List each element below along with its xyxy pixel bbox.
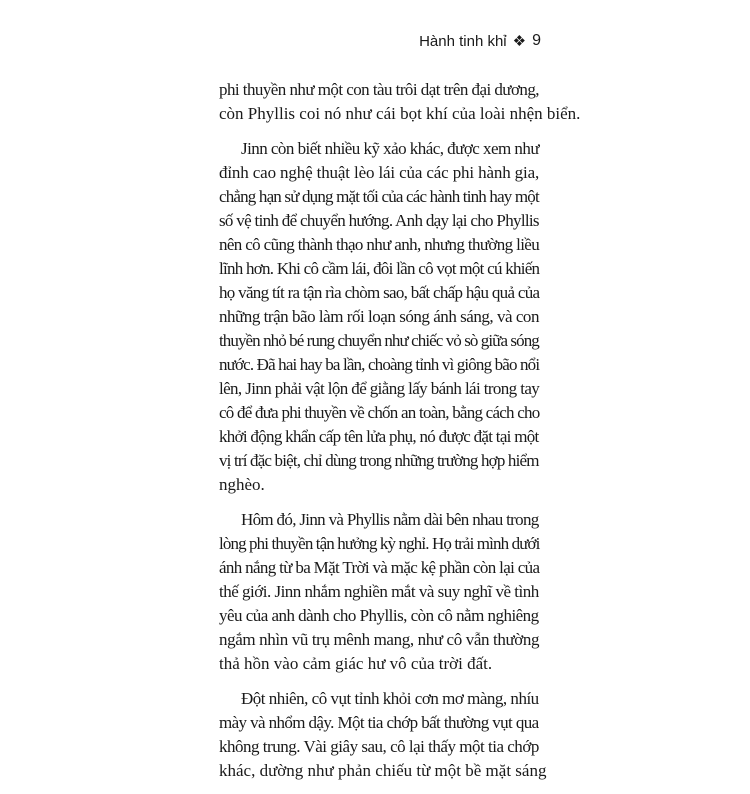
text-line: vị trí đặc biệt, chỉ dùng trong những trường hợp hiểm [219, 451, 539, 470]
text-line: khác, dường như phản chiếu từ một bề mặt sáng [219, 761, 547, 780]
body-text [219, 78, 581, 794]
text-line: lĩnh hơn. Khi cô cầm lái, đôi lần cô vọt một cú khiến [219, 259, 540, 278]
text-line: khởi động khẩn cấp tên lửa phụ, nó được đặt tại một [219, 427, 539, 446]
text-line: yêu của anh dành cho Phyllis, còn cô nằm nghiêng [219, 606, 539, 625]
text-line: thế giới. Jinn nhắm nghiền mắt và suy nghĩ về tình [219, 582, 539, 601]
text-line: chẳng hạn sử dụng mặt tối của các hành tinh hay một [219, 187, 539, 206]
chapter-title: Hành tinh khỉ [419, 32, 507, 50]
text-line: lên, Jinn phải vật lộn để giằng lấy bánh lái trong tay [219, 379, 540, 398]
text-line: nước. Đã hai hay ba lần, choàng tỉnh vì giông bão nổi [219, 355, 540, 374]
text-line: phi thuyền như một con tàu trôi dạt trên đại dương, [219, 80, 539, 99]
text-line: Đột nhiên, cô vụt tỉnh khỏi cơn mơ màng, nhíu [241, 689, 539, 708]
text-line: mày và nhổm dậy. Một tia chớp bất thường vụt qua [219, 713, 539, 732]
text-line: còn Phyllis coi nó như cái bọt khí của loài nhện biển. [219, 104, 581, 123]
text-line: thả hồn vào cảm giác hư vô của trời đất. [219, 654, 493, 673]
paragraph [219, 137, 539, 497]
text-line: không trung. Vài giây sau, cô lại thấy một tia chớp [219, 737, 539, 756]
text-line: Jinn còn biết nhiều kỹ xảo khác, được xem như [241, 139, 540, 158]
text-line: thuyền nhỏ bé rung chuyển như chiếc vỏ sò giữa sóng [219, 331, 539, 350]
text-line: ngắm nhìn vũ trụ mênh mang, như cô vẫn thường [219, 630, 540, 649]
text-line: số vệ tinh để chuyển hướng. Anh dạy lại cho Phyllis [219, 211, 539, 230]
text-line: nên cô cũng thành thạo như anh, nhưng thường liều [219, 235, 540, 254]
running-header [419, 32, 541, 50]
text-line: những trận bão làm rối loạn sóng ánh sáng, và con [219, 307, 539, 326]
paragraph [219, 687, 547, 783]
text-line: họ văng tít ra tận rìa chòm sao, bất chấp hậu quả của [219, 283, 540, 302]
text-line: ánh nắng từ ba Mặt Trời và mặc kệ phần còn lại của [219, 558, 540, 577]
text-line: nghèo. [219, 475, 265, 494]
text-line: Hôm đó, Jinn và Phyllis nằm dài bên nhau trong [241, 510, 539, 529]
text-line: lòng phi thuyền tận hưởng kỳ nghỉ. Họ trải mình dưới [219, 534, 540, 553]
paragraph [219, 78, 581, 126]
ornament-icon: ❖ [512, 32, 527, 50]
text-line: cô để đưa phi thuyền về chốn an toàn, bằng cách cho [219, 403, 540, 422]
paragraph [219, 508, 539, 676]
page-number: 9 [532, 32, 541, 49]
text-line: đỉnh cao nghệ thuật lèo lái của các phi hành gia, [219, 163, 540, 182]
